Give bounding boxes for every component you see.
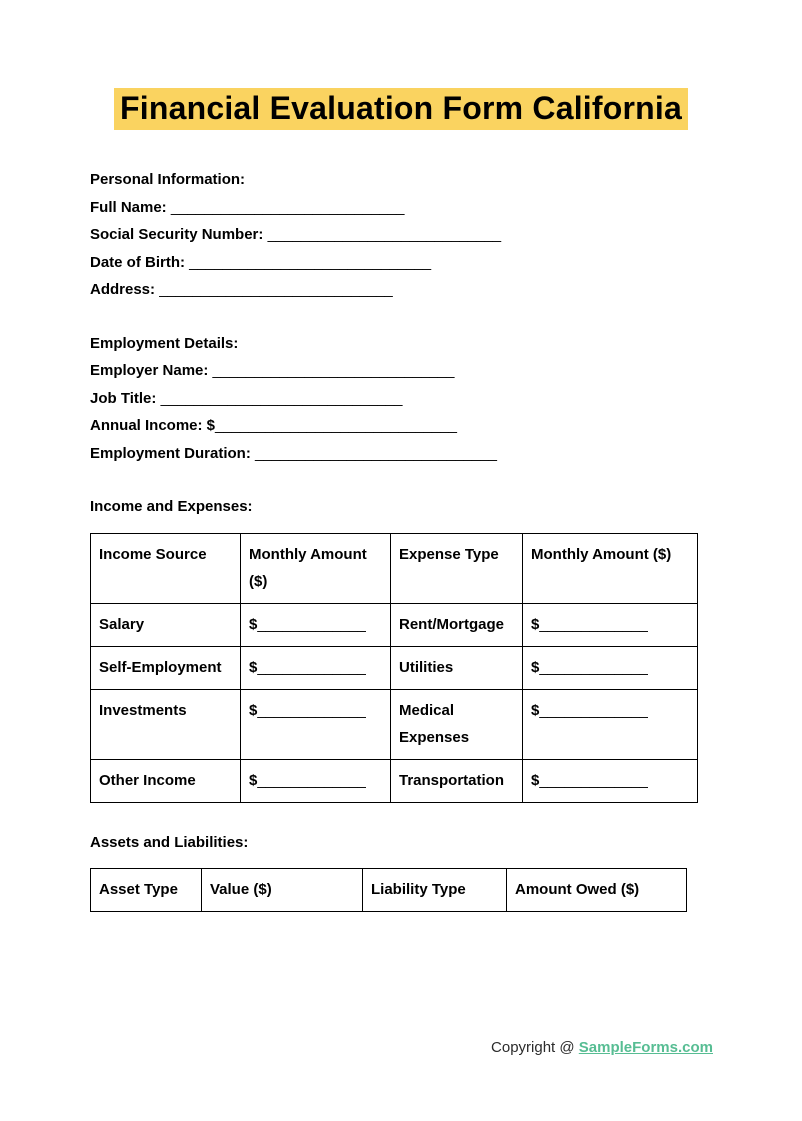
form-body	[90, 166, 713, 912]
section-assets-liabilities	[90, 829, 713, 913]
title-row	[0, 88, 802, 130]
currency-sign: $	[531, 658, 540, 676]
currency-sign: $	[531, 701, 540, 719]
blank-line: _____________________________	[255, 444, 497, 462]
currency-sign: $	[249, 771, 258, 789]
blank-line: _____________	[257, 615, 366, 633]
expense-amount-cell	[523, 689, 698, 759]
field-address	[90, 276, 713, 304]
column-header: Income Source	[91, 533, 241, 603]
blank-line: _____________________________	[189, 253, 432, 271]
field-label: Social Security Number:	[90, 226, 268, 243]
table-row	[91, 603, 698, 646]
field-label: Full Name:	[90, 198, 171, 216]
column-header: Monthly Amount ($)	[523, 533, 698, 603]
column-header: Expense Type	[391, 533, 523, 603]
blank-line: _____________	[257, 701, 366, 719]
table-row	[91, 759, 698, 802]
blank-line: _____________	[257, 771, 366, 789]
column-header: Value ($)	[202, 869, 363, 912]
field-label: Address:	[90, 281, 160, 298]
table-header-row	[91, 533, 698, 603]
footer	[491, 1037, 713, 1059]
blank-line: _____________	[257, 658, 366, 676]
blank-line: ____________________________	[267, 226, 502, 243]
column-header: Monthly Amount ($)	[241, 533, 391, 603]
sampleforms-link[interactable]: SampleForms.com	[578, 1039, 713, 1056]
income-amount-cell	[241, 646, 391, 689]
expense-type-cell: Medical Expenses	[391, 689, 523, 759]
blank-line: ____________________________	[170, 198, 405, 216]
field-annual-income	[90, 412, 713, 440]
section-income-expenses	[90, 493, 713, 803]
blank-line: _____________	[539, 771, 648, 789]
assets-liabilities-table	[90, 868, 687, 912]
field-employer-name	[90, 357, 713, 385]
income-amount-cell	[241, 603, 391, 646]
field-label: Job Title:	[90, 389, 161, 407]
copyright-text: Copyright @	[491, 1039, 579, 1056]
income-expenses-table	[90, 533, 698, 803]
currency-sign: $	[531, 771, 540, 789]
personal-information-heading: Personal Information:	[90, 171, 246, 188]
income-source-cell: Other Income	[91, 759, 241, 802]
field-label: Employer Name:	[90, 362, 213, 379]
blank-line: _____________________________	[160, 389, 403, 407]
section-employment-details	[90, 330, 713, 468]
field-label: Date of Birth:	[90, 253, 190, 271]
table-header-row	[91, 869, 687, 912]
field-social-security-number	[90, 221, 713, 249]
column-header: Liability Type	[363, 869, 507, 912]
expense-type-cell: Utilities	[391, 646, 523, 689]
field-label: Annual Income: $	[90, 417, 216, 434]
blank-line: _____________	[539, 658, 648, 676]
page-title: Financial Evaluation Form California	[114, 88, 688, 130]
currency-sign: $	[249, 701, 258, 719]
expense-amount-cell	[523, 603, 698, 646]
expense-amount-cell	[523, 646, 698, 689]
expense-amount-cell	[523, 759, 698, 802]
blank-line: _____________	[539, 701, 648, 719]
assets-liabilities-heading: Assets and Liabilities:	[90, 833, 249, 851]
currency-sign: $	[249, 615, 258, 633]
blank-line: _____________________________	[212, 362, 455, 379]
income-source-cell: Self-Employment	[91, 646, 241, 689]
income-amount-cell	[241, 759, 391, 802]
currency-sign: $	[531, 615, 540, 633]
income-source-cell: Salary	[91, 603, 241, 646]
employment-details-heading: Employment Details:	[90, 334, 239, 352]
blank-line: ____________________________	[159, 281, 393, 298]
column-header: Asset Type	[91, 869, 202, 912]
field-label: Employment Duration:	[90, 444, 256, 462]
table-row	[91, 689, 698, 759]
table-row	[91, 646, 698, 689]
blank-line: _____________________________	[215, 417, 457, 434]
field-job-title	[90, 385, 713, 413]
income-expenses-heading: Income and Expenses:	[90, 498, 253, 515]
income-source-cell: Investments	[91, 689, 241, 759]
column-header: Amount Owed ($)	[507, 869, 687, 912]
expense-type-cell: Transportation	[391, 759, 523, 802]
field-date-of-birth	[90, 249, 713, 277]
blank-line: _____________	[539, 615, 648, 633]
field-employment-duration	[90, 440, 713, 468]
expense-type-cell: Rent/Mortgage	[391, 603, 523, 646]
income-amount-cell	[241, 689, 391, 759]
field-full-name	[90, 194, 713, 222]
section-personal-information	[90, 166, 713, 304]
currency-sign: $	[249, 658, 258, 676]
